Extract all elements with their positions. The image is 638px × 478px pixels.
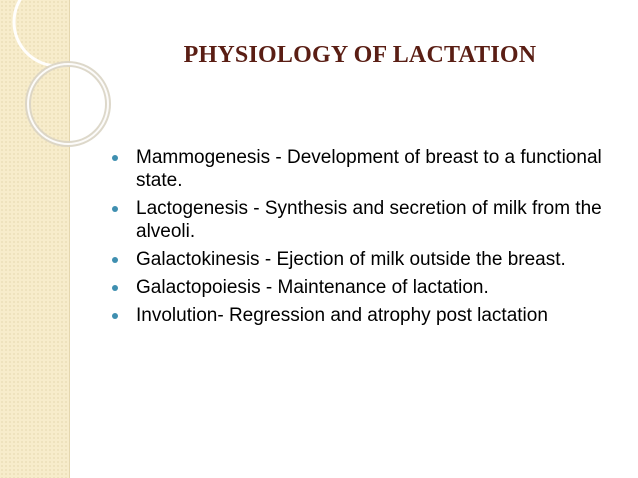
bullet-text: Galactopoiesis - Maintenance of lactation.	[136, 277, 489, 298]
slide-title: PHYSIOLOGY OF LACTATION	[183, 42, 537, 68]
bullet-text: Galactokinesis - Ejection of milk outside the breast.	[136, 249, 566, 270]
bullet-dot-icon	[112, 206, 118, 212]
bullet-dot-icon	[112, 257, 118, 263]
list-item	[112, 248, 602, 271]
bullet-list	[112, 146, 602, 332]
bullet-text: Mammogenesis - Development of breast to a functional state.	[136, 147, 602, 191]
bullet-dot-icon	[112, 285, 118, 291]
list-item	[112, 304, 602, 327]
bullet-dot-icon	[112, 313, 118, 319]
list-item	[112, 276, 602, 299]
list-item	[112, 146, 602, 192]
decorative-circles	[0, 0, 140, 170]
list-item	[112, 197, 602, 243]
bullet-text: Lactogenesis - Synthesis and secretion of milk from the alveoli.	[136, 198, 602, 242]
bullet-dot-icon	[112, 155, 118, 161]
bullet-text: Involution- Regression and atrophy post lactation	[136, 305, 548, 326]
